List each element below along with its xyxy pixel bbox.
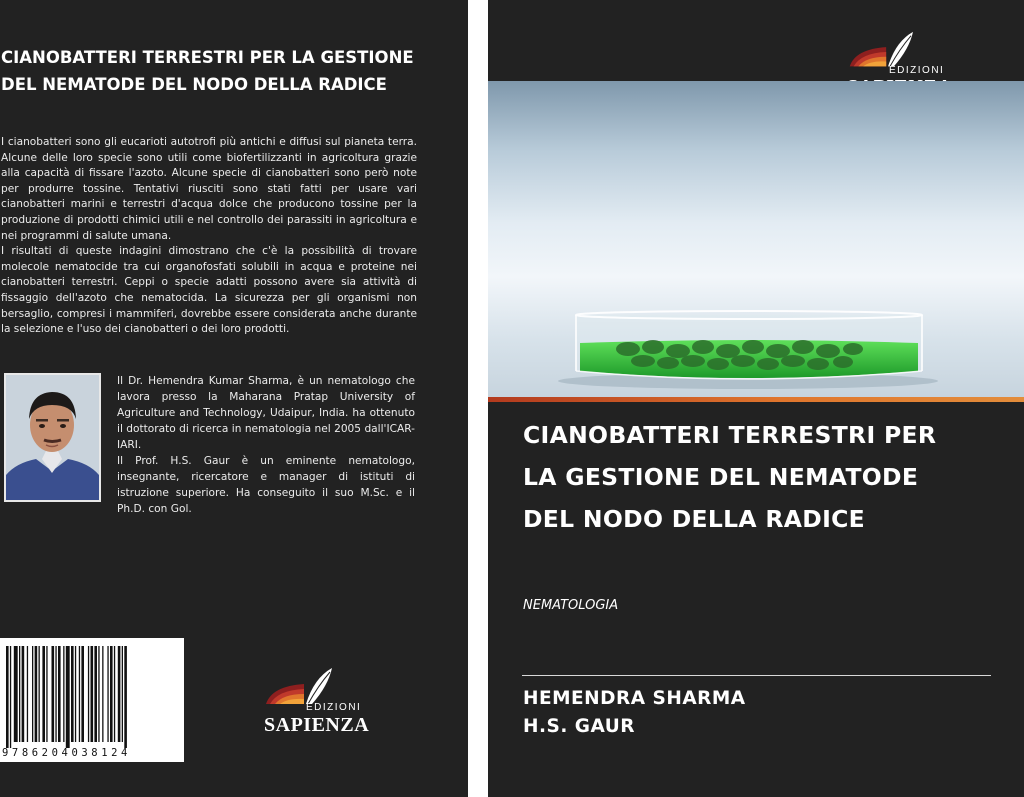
barcode-bar: [98, 646, 99, 742]
front-cover: [488, 0, 1024, 797]
barcode-bar: [39, 646, 40, 742]
isbn-number: 9786204038124: [2, 747, 131, 759]
author-portrait-image: [6, 375, 99, 500]
barcode-bar: [55, 646, 56, 742]
barcode-bar: [81, 646, 84, 742]
divider-line: [522, 675, 991, 676]
barcode-bar: [14, 646, 18, 742]
barcode-bar: [107, 646, 108, 742]
barcode-bar: [46, 646, 47, 742]
author-name-2: H.S. GAUR: [523, 716, 636, 737]
front-cover-title: CIANOBATTERI TERRESTRI PER LA GESTIONE DEL NEMATODE DEL NODO DELLA RADICE: [523, 421, 937, 533]
isbn-barcode: [0, 638, 184, 762]
author-photo: [4, 373, 101, 502]
barcode-bar: [32, 646, 33, 742]
barcode-bar: [91, 646, 94, 742]
barcode-bar: [110, 646, 113, 742]
barcode-bar: [22, 646, 25, 742]
author-list: [523, 685, 746, 741]
author-biography: [117, 373, 415, 517]
description-paragraph-2: I risultati di queste indagini dimostrano che c'è la possibilità di trovare molecole nematocide tra cui organofosfati solubili in acqua e proteine nei cianobatteri terrestri. Ceppi o specie adatti possono avere sia attività di fissaggio dell'azoto che nematocida. La sicurezza per gli organismi non bersaglio, compresi i mammiferi, dovrebbe essere considerata anche durante la selezione e l'uso dei cianobatteri o dei loro prodotti.: [1, 245, 417, 336]
barcode-bar: [35, 646, 38, 742]
cover-photo-petri-dish: [488, 81, 1024, 397]
barcode-bar: [63, 646, 64, 742]
description-paragraph-1: I cianobatteri sono gli eucarioti autotrofi più antichi e diffusi sul pianeta terra. Alcune delle loro specie sono utili come biofertilizzanti in agricoltura grazie alla capacità di fissare l'azoto. Alcune specie di cianobatteri sono però note per produrre tossine. Tentativi riusciti sono stati fatti per usare vari cianobatteri marini e terrestri d'acqua dolce che producono tossine per la produzione di prodotti chimici utili e nel controllo dei parassiti in agricoltura e nei programmi di salute umana.: [1, 136, 417, 242]
barcode-bar: [6, 646, 9, 748]
barcode-bar: [66, 646, 70, 748]
barcode-bar: [71, 646, 74, 742]
petri-dish-image: [488, 81, 1024, 397]
barcode-bar: [102, 646, 103, 742]
author-bio-paragraph-2: Il Prof. H.S. Gaur è un eminente nematologo, insegnante, ricercatore e manager di istituti di istruzione superiore. Ha conseguito il suo M.Sc. e il Ph.D. con Gol.: [117, 455, 415, 515]
barcode-bars: [0, 638, 184, 748]
author-bio-paragraph-1: Il Dr. Hemendra Kumar Sharma, è un nematologo che lavora presso la Maharana Pratap University of Agriculture and Technology, Udaipur, India. ha ottenuto il dottorato di ricerca in nematologia nel 2005 dall'ICAR-IARI.: [117, 375, 415, 451]
barcode-bar: [122, 646, 123, 742]
back-cover-title: CIANOBATTERI TERRESTRI PER LA GESTIONE DEL NEMATODE DEL NODO DELLA RADICE: [1, 48, 414, 94]
barcode-bar: [58, 646, 61, 742]
barcode-bar: [79, 646, 80, 742]
publisher-edizioni-label: EDIZIONI: [306, 702, 362, 713]
barcode-bar: [10, 646, 11, 748]
barcode-bar: [52, 646, 55, 742]
book-description: [1, 135, 417, 338]
author-name-1: HEMENDRA SHARMA: [523, 688, 746, 709]
publisher-logo-back: [258, 664, 382, 740]
barcode-bar: [118, 646, 121, 742]
publisher-name: SAPIENZA: [264, 714, 370, 736]
barcode-bar: [88, 646, 89, 742]
barcode-bar: [75, 646, 76, 742]
barcode-bar: [94, 646, 97, 742]
book-category: NEMATOLOGIA: [523, 598, 619, 613]
publisher-edizioni-label: EDIZIONI: [889, 65, 945, 76]
barcode-bar: [42, 646, 45, 742]
back-cover: [0, 0, 468, 797]
barcode-bar: [124, 646, 127, 748]
barcode-bar: [27, 646, 28, 742]
barcode-bar: [19, 646, 20, 742]
barcode-bar: [114, 646, 115, 742]
cover-accent-bar: [488, 397, 1024, 402]
